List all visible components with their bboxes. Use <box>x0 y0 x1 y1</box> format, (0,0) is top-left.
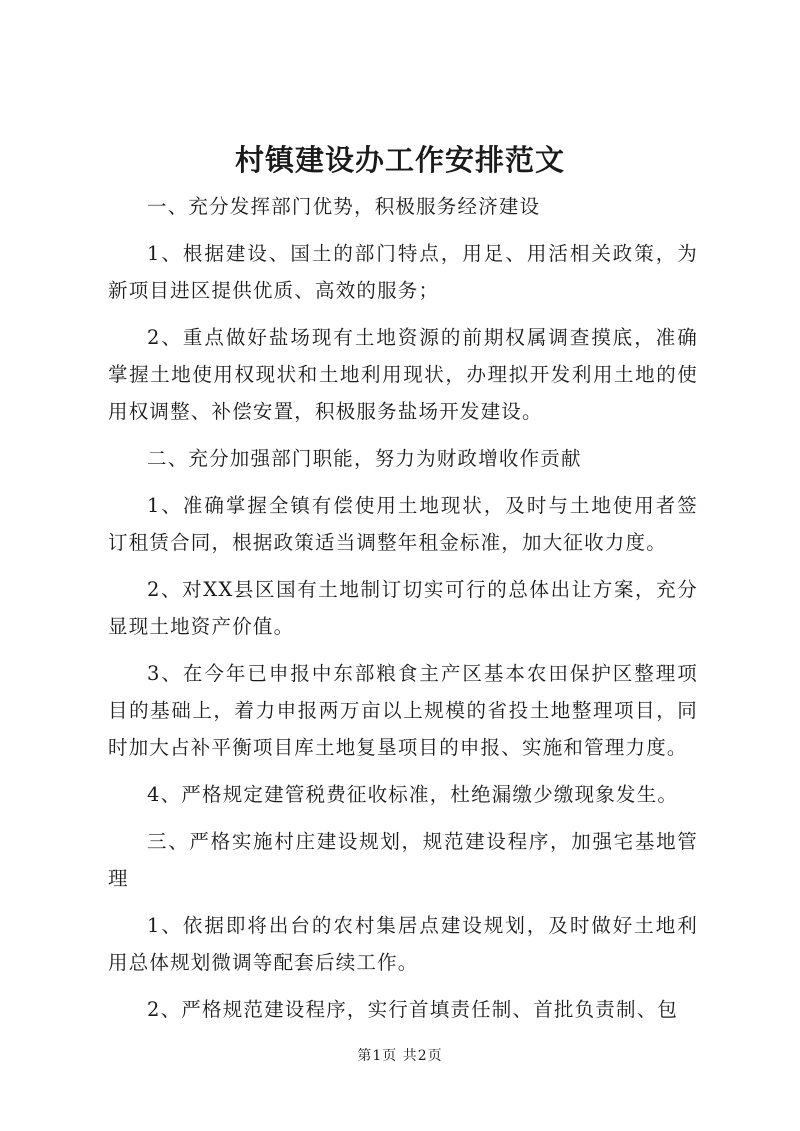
paragraph: 1、依据即将出台的农村集居点建设规划，及时做好土地利用总体规划微调等配套后续工作。 <box>108 914 698 974</box>
section-heading-3: 三、严格实施村庄建设规划，规范建设程序，加强宅基地管理 <box>108 830 698 890</box>
paragraph: 4、严格规定建管税费征收标准，杜绝漏缴少缴现象发生。 <box>147 783 679 806</box>
paragraph: 2、重点做好盐场现有土地资源的前期权属调查摸底，准确掌握土地使用权现状和土地利用现状，办理拟开发利用土地的使用权调整、补偿安置，积极服务盐场开发建设。 <box>108 326 698 423</box>
section-heading-1: 一、充分发挥部门优势，积极服务经济建设 <box>147 195 541 218</box>
paragraph: 3、在今年已申报中东部粮食主产区基本农田保护区整理项目的基础上，着力申报两万亩以上规模的省投土地整理项目，同时加大占补平衡项目库土地复垦项目的申报、实施和管理力度。 <box>108 662 698 759</box>
paragraph: 1、根据建设、国土的部门特点，用足、用活相关政策，为新项目进区提供优质、高效的服务； <box>108 242 698 302</box>
document-body <box>108 188 698 1038</box>
page-footer: 第1页 共2页 <box>357 1048 443 1064</box>
paragraph: 1、准确掌握全镇有偿使用土地现状，及时与土地使用者签订租赁合同，根据政策适当调整年租金标准，加大征收力度。 <box>108 494 698 554</box>
section-heading-2: 二、充分加强部门职能，努力为财政增收作贡献 <box>147 447 582 470</box>
paragraph: 2、对XX县区国有土地制订切实可行的总体出让方案，充分显现土地资产价值。 <box>108 578 698 638</box>
paragraph: 2、严格规范建设程序，实行首填责任制、首批负责制、包 <box>147 998 679 1021</box>
document-title: 村镇建设办工作安排范文 <box>234 143 565 177</box>
